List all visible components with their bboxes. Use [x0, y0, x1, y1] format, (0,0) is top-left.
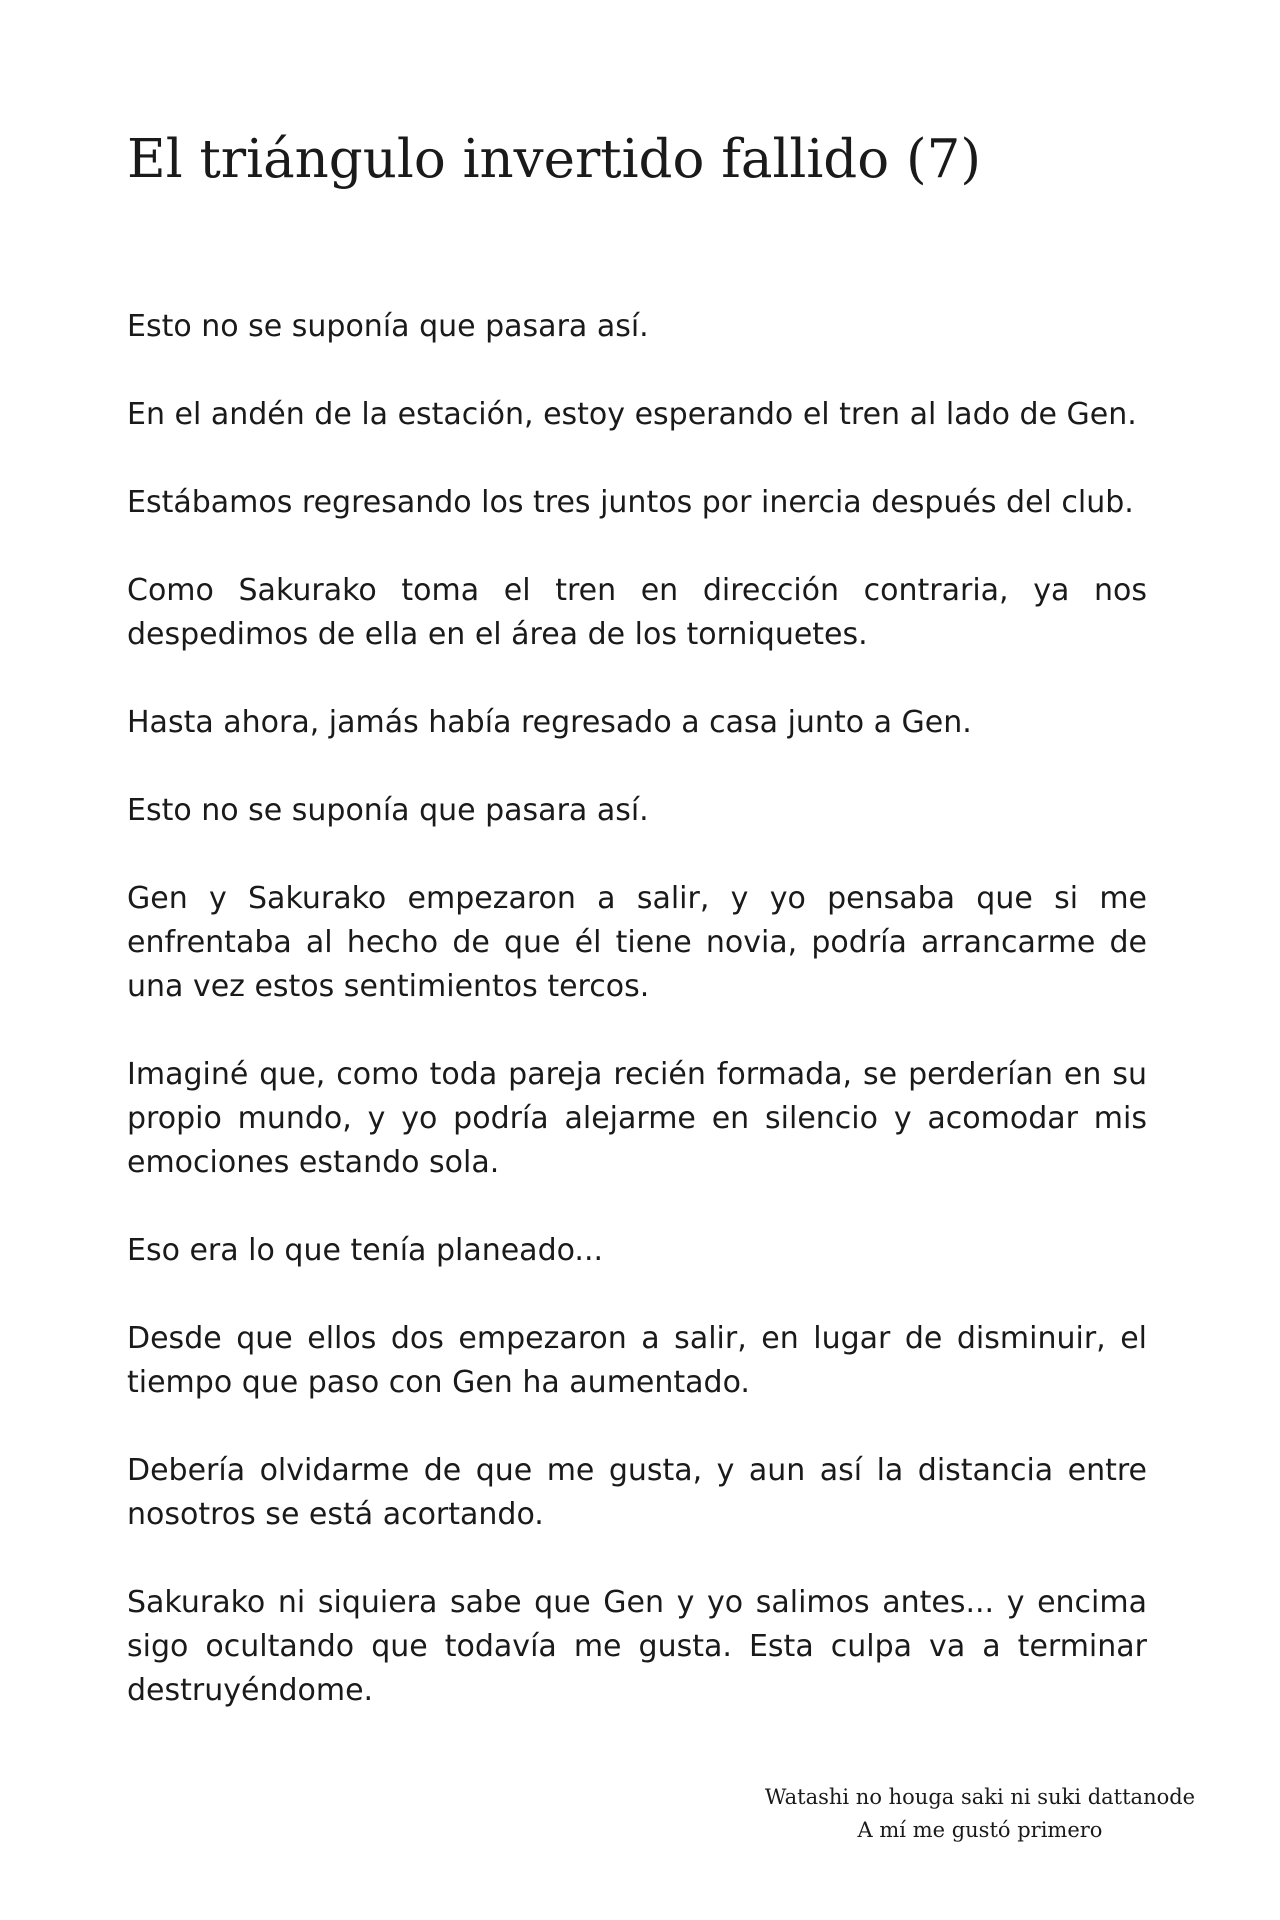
- story-body: [127, 305, 1147, 1713]
- paragraph: Eso era lo que tenía planeado...: [127, 1233, 604, 1268]
- footer-translated-title: A mí me gustó primero: [857, 1818, 1103, 1842]
- paragraph: Gen y Sakurako empezaron a salir, y yo pensaba que si me enfrentaba al hecho de que él tiene novia, podría arrancarme de una vez estos sentimientos tercos.: [127, 881, 1147, 1004]
- paragraph: Sakurako ni siquiera sabe que Gen y yo salimos antes... y encima sigo ocultando que todavía me gusta. Esta culpa va a terminar destruyéndome.: [127, 1585, 1147, 1708]
- paragraph: En el andén de la estación, estoy esperando el tren al lado de Gen.: [127, 397, 1137, 432]
- paragraph: Debería olvidarme de que me gusta, y aun así la distancia entre nosotros se está acortando.: [127, 1453, 1147, 1532]
- page-title: El triángulo invertido fallido (7): [127, 129, 982, 190]
- footer-credits: [700, 1781, 1260, 1847]
- paragraph: Como Sakurako toma el tren en dirección contraria, ya nos despedimos de ella en el área de los torniquetes.: [127, 573, 1147, 652]
- paragraph: Imaginé que, como toda pareja recién formada, se perderían en su propio mundo, y yo podría alejarme en silencio y acomodar mis emociones estando sola.: [127, 1057, 1147, 1180]
- paragraph: Desde que ellos dos empezaron a salir, en lugar de disminuir, el tiempo que paso con Gen ha aumentado.: [127, 1321, 1147, 1400]
- footer-original-title: Watashi no houga saki ni suki dattanode: [764, 1785, 1196, 1809]
- paragraph: Estábamos regresando los tres juntos por inercia después del club.: [127, 485, 1134, 520]
- paragraph: Esto no se suponía que pasara así.: [127, 309, 649, 344]
- paragraph: Hasta ahora, jamás había regresado a casa junto a Gen.: [127, 705, 972, 740]
- paragraph: Esto no se suponía que pasara así.: [127, 793, 649, 828]
